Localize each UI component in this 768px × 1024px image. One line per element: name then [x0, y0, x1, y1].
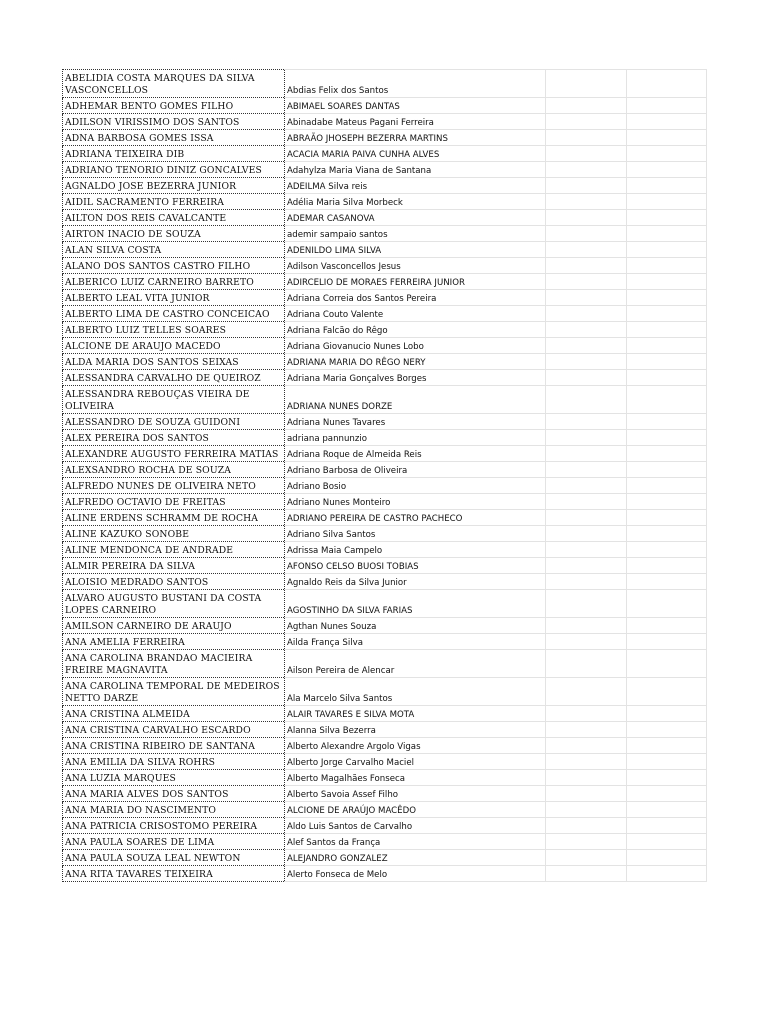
name-cell-column-a[interactable]: ALCIONE DE ARAUJO MACEDO [63, 338, 285, 354]
name-cell-column-a[interactable]: ANA LUZIA MARQUES [63, 770, 285, 786]
table-row [63, 634, 707, 650]
name-cell-column-b[interactable]: AFONSO CELSO BUOSI TOBIAS [285, 558, 546, 574]
empty-cell-column-c[interactable] [546, 590, 627, 618]
table-row [63, 306, 707, 322]
name-cell-column-b[interactable]: adriana pannunzio [285, 430, 546, 446]
name-cell-column-a[interactable]: ABELIDIA COSTA MARQUES DA SILVA VASCONCELLOS [63, 70, 285, 98]
table-row [63, 226, 707, 242]
table-row [63, 618, 707, 634]
table-row [63, 738, 707, 754]
empty-cell-column-c[interactable] [546, 258, 627, 274]
table-row [63, 290, 707, 306]
empty-cell-column-d[interactable] [627, 834, 707, 850]
name-cell-column-a[interactable]: ALBERTO LIMA DE CASTRO CONCEICAO [63, 306, 285, 322]
table-row [63, 242, 707, 258]
name-cell-column-a[interactable]: ALESSANDRO DE SOUZA GUIDONI [63, 414, 285, 430]
name-cell-column-a[interactable]: AIDIL SACRAMENTO FERREIRA [63, 194, 285, 210]
table-row [63, 722, 707, 738]
empty-cell-column-c[interactable] [546, 70, 627, 98]
name-cell-column-a[interactable]: ALAN SILVA COSTA [63, 242, 285, 258]
empty-cell-column-d[interactable] [627, 98, 707, 114]
empty-cell-column-c[interactable] [546, 706, 627, 722]
name-cell-column-a[interactable]: ALDA MARIA DOS SANTOS SEIXAS [63, 354, 285, 370]
empty-cell-column-c[interactable] [546, 462, 627, 478]
table-row [63, 510, 707, 526]
name-cell-column-a[interactable]: ALMIR PEREIRA DA SILVA [63, 558, 285, 574]
name-cell-column-b[interactable]: ALAIR TAVARES E SILVA MOTA [285, 706, 546, 722]
empty-cell-column-d[interactable] [627, 850, 707, 866]
empty-cell-column-d[interactable] [627, 574, 707, 590]
name-cell-column-b[interactable]: Alerto Fonseca de Melo [285, 866, 546, 882]
empty-cell-column-d[interactable] [627, 146, 707, 162]
empty-cell-column-d[interactable] [627, 618, 707, 634]
empty-cell-column-c[interactable] [546, 414, 627, 430]
name-cell-column-b[interactable]: ALEJANDRO GONZALEZ [285, 850, 546, 866]
empty-cell-column-d[interactable] [627, 258, 707, 274]
table-row [63, 678, 707, 706]
name-cell-column-b[interactable]: Adrissa Maia Campelo [285, 542, 546, 558]
name-cell-column-a[interactable]: ADRIANA TEIXEIRA DIB [63, 146, 285, 162]
name-cell-column-b[interactable]: ALCIONE DE ARAÚJO MACÊDO [285, 802, 546, 818]
table-row [63, 590, 707, 618]
table-row [63, 210, 707, 226]
name-cell-column-b[interactable]: Adriana Correia dos Santos Pereira [285, 290, 546, 306]
empty-cell-column-c[interactable] [546, 818, 627, 834]
name-cell-column-a[interactable]: ALEXSANDRO ROCHA DE SOUZA [63, 462, 285, 478]
empty-cell-column-d[interactable] [627, 462, 707, 478]
empty-cell-column-d[interactable] [627, 226, 707, 242]
empty-cell-column-d[interactable] [627, 706, 707, 722]
empty-cell-column-c[interactable] [546, 510, 627, 526]
empty-cell-column-d[interactable] [627, 494, 707, 510]
name-cell-column-a[interactable]: ANA MARIA DO NASCIMENTO [63, 802, 285, 818]
table-row [63, 258, 707, 274]
empty-cell-column-d[interactable] [627, 338, 707, 354]
table-row [63, 834, 707, 850]
empty-cell-column-d[interactable] [627, 322, 707, 338]
empty-cell-column-c[interactable] [546, 386, 627, 414]
table-row [63, 754, 707, 770]
name-cell-column-a[interactable]: ANA EMILIA DA SILVA ROHRS [63, 754, 285, 770]
name-cell-column-a[interactable]: ALEX PEREIRA DOS SANTOS [63, 430, 285, 446]
empty-cell-column-d[interactable] [627, 354, 707, 370]
table-row [63, 338, 707, 354]
empty-cell-column-c[interactable] [546, 494, 627, 510]
table-row [63, 98, 707, 114]
empty-cell-column-c[interactable] [546, 542, 627, 558]
empty-cell-column-d[interactable] [627, 430, 707, 446]
empty-cell-column-d[interactable] [627, 590, 707, 618]
name-cell-column-a[interactable]: ADNA BARBOSA GOMES ISSA [63, 130, 285, 146]
table-row [63, 650, 707, 678]
name-cell-column-a[interactable]: ANA CAROLINA TEMPORAL DE MEDEIROS NETTO DARZE [63, 678, 285, 706]
empty-cell-column-d[interactable] [627, 510, 707, 526]
table-row [63, 446, 707, 462]
names-table [62, 69, 707, 882]
name-cell-column-a[interactable]: AIRTON INACIO DE SOUZA [63, 226, 285, 242]
empty-cell-column-d[interactable] [627, 818, 707, 834]
empty-cell-column-c[interactable] [546, 210, 627, 226]
empty-cell-column-c[interactable] [546, 618, 627, 634]
empty-cell-column-c[interactable] [546, 130, 627, 146]
name-cell-column-a[interactable]: ANA PATRICIA CRISOSTOMO PEREIRA [63, 818, 285, 834]
empty-cell-column-d[interactable] [627, 414, 707, 430]
empty-cell-column-d[interactable] [627, 162, 707, 178]
name-cell-column-a[interactable]: ALANO DOS SANTOS CASTRO FILHO [63, 258, 285, 274]
empty-cell-column-c[interactable] [546, 678, 627, 706]
empty-cell-column-d[interactable] [627, 678, 707, 706]
name-cell-column-b[interactable]: ADIRCELIO DE MORAES FERREIRA JUNIOR [285, 274, 546, 290]
name-cell-column-b[interactable]: ACACIA MARIA PAIVA CUNHA ALVES [285, 146, 546, 162]
table-row [63, 478, 707, 494]
name-cell-column-b[interactable]: Adélia Maria Silva Morbeck [285, 194, 546, 210]
name-cell-column-a[interactable]: ALOISIO MEDRADO SANTOS [63, 574, 285, 590]
empty-cell-column-c[interactable] [546, 722, 627, 738]
name-cell-column-a[interactable]: ALBERTO LUIZ TELLES SOARES [63, 322, 285, 338]
empty-cell-column-d[interactable] [627, 558, 707, 574]
empty-cell-column-c[interactable] [546, 866, 627, 882]
name-cell-column-b[interactable]: ADRIANA MARIA DO RÊGO NERY [285, 354, 546, 370]
table-row [63, 178, 707, 194]
empty-cell-column-d[interactable] [627, 478, 707, 494]
table-row [63, 70, 707, 98]
name-cell-column-b[interactable]: Ailson Pereira de Alencar [285, 650, 546, 678]
table-row [63, 414, 707, 430]
table-row [63, 194, 707, 210]
name-cell-column-a[interactable]: ADHEMAR BENTO GOMES FILHO [63, 98, 285, 114]
empty-cell-column-d[interactable] [627, 370, 707, 386]
table-row [63, 526, 707, 542]
name-cell-column-b[interactable]: Adilson Vasconcellos Jesus [285, 258, 546, 274]
empty-cell-column-d[interactable] [627, 114, 707, 130]
table-row [63, 162, 707, 178]
name-cell-column-a[interactable]: ANA CAROLINA BRANDAO MACIEIRA FREIRE MAGNAVITA [63, 650, 285, 678]
empty-cell-column-c[interactable] [546, 526, 627, 542]
name-cell-column-a[interactable]: ADILSON VIRISSIMO DOS SANTOS [63, 114, 285, 130]
name-cell-column-b[interactable]: ADEMAR CASANOVA [285, 210, 546, 226]
name-cell-column-a[interactable]: ADRIANO TENORIO DINIZ GONCALVES [63, 162, 285, 178]
empty-cell-column-c[interactable] [546, 274, 627, 290]
table-row [63, 146, 707, 162]
name-cell-column-a[interactable]: ALBERICO LUIZ CARNEIRO BARRETO [63, 274, 285, 290]
empty-cell-column-c[interactable] [546, 338, 627, 354]
empty-cell-column-c[interactable] [546, 786, 627, 802]
name-cell-column-b[interactable]: Adriana Couto Valente [285, 306, 546, 322]
name-cell-column-a[interactable]: ANA CRISTINA RIBEIRO DE SANTANA [63, 738, 285, 754]
empty-cell-column-c[interactable] [546, 446, 627, 462]
name-cell-column-a[interactable]: ANA CRISTINA ALMEIDA [63, 706, 285, 722]
table-row [63, 558, 707, 574]
name-cell-column-b[interactable]: Adriana Roque de Almeida Reis [285, 446, 546, 462]
empty-cell-column-c[interactable] [546, 574, 627, 590]
name-cell-column-a[interactable]: ANA RITA TAVARES TEIXEIRA [63, 866, 285, 882]
empty-cell-column-d[interactable] [627, 722, 707, 738]
empty-cell-column-c[interactable] [546, 634, 627, 650]
name-cell-column-b[interactable]: Abdias Felix dos Santos [285, 70, 546, 98]
name-cell-column-b[interactable]: Adriana Falcão do Rêgo [285, 322, 546, 338]
empty-cell-column-c[interactable] [546, 834, 627, 850]
table-row [63, 802, 707, 818]
empty-cell-column-d[interactable] [627, 866, 707, 882]
empty-cell-column-c[interactable] [546, 306, 627, 322]
name-cell-column-b[interactable]: Aldo Luis Santos de Carvalho [285, 818, 546, 834]
empty-cell-column-c[interactable] [546, 162, 627, 178]
empty-cell-column-d[interactable] [627, 650, 707, 678]
name-cell-column-b[interactable]: AGOSTINHO DA SILVA FARIAS [285, 590, 546, 618]
name-cell-column-a[interactable]: ALESSANDRA CARVALHO DE QUEIROZ [63, 370, 285, 386]
empty-cell-column-c[interactable] [546, 178, 627, 194]
table-row [63, 786, 707, 802]
empty-cell-column-c[interactable] [546, 802, 627, 818]
name-cell-column-b[interactable]: ABIMAEL SOARES DANTAS [285, 98, 546, 114]
name-cell-column-a[interactable]: ALINE ERDENS SCHRAMM DE ROCHA [63, 510, 285, 526]
name-cell-column-b[interactable]: Adahylza Maria Viana de Santana [285, 162, 546, 178]
table-row [63, 818, 707, 834]
name-cell-column-b[interactable]: Alberto Jorge Carvalho Maciel [285, 754, 546, 770]
empty-cell-column-c[interactable] [546, 738, 627, 754]
name-cell-column-a[interactable]: ALFREDO NUNES DE OLIVEIRA NETO [63, 478, 285, 494]
empty-cell-column-d[interactable] [627, 70, 707, 98]
table-row [63, 370, 707, 386]
name-cell-column-a[interactable]: ALINE MENDONCA DE ANDRADE [63, 542, 285, 558]
table-row [63, 386, 707, 414]
names-table-body [63, 70, 707, 882]
name-cell-column-b[interactable]: Abinadabe Mateus Pagani Ferreira [285, 114, 546, 130]
spreadsheet-sheet [62, 69, 706, 882]
name-cell-column-a[interactable]: ANA PAULA SOUZA LEAL NEWTON [63, 850, 285, 866]
empty-cell-column-c[interactable] [546, 754, 627, 770]
name-cell-column-b[interactable]: Adriana Maria Gonçalves Borges [285, 370, 546, 386]
table-row [63, 114, 707, 130]
table-row [63, 130, 707, 146]
empty-cell-column-d[interactable] [627, 274, 707, 290]
table-row [63, 574, 707, 590]
name-cell-column-a[interactable]: ALBERTO LEAL VITA JUNIOR [63, 290, 285, 306]
name-cell-column-b[interactable]: ADRIANO PEREIRA DE CASTRO PACHECO [285, 510, 546, 526]
empty-cell-column-c[interactable] [546, 650, 627, 678]
empty-cell-column-c[interactable] [546, 98, 627, 114]
empty-cell-column-c[interactable] [546, 430, 627, 446]
table-row [63, 866, 707, 882]
empty-cell-column-c[interactable] [546, 370, 627, 386]
name-cell-column-b[interactable]: Agnaldo Reis da Silva Junior [285, 574, 546, 590]
name-cell-column-b[interactable]: Adriana Giovanucio Nunes Lobo [285, 338, 546, 354]
name-cell-column-b[interactable]: Alberto Magalhães Fonseca [285, 770, 546, 786]
empty-cell-column-d[interactable] [627, 786, 707, 802]
table-row [63, 462, 707, 478]
name-cell-column-b[interactable]: Adriano Nunes Monteiro [285, 494, 546, 510]
empty-cell-column-d[interactable] [627, 306, 707, 322]
name-cell-column-b[interactable]: Alberto Alexandre Argolo Vigas [285, 738, 546, 754]
name-cell-column-a[interactable]: ANA AMELIA FERREIRA [63, 634, 285, 650]
table-row [63, 850, 707, 866]
name-cell-column-a[interactable]: ALEXANDRE AUGUSTO FERREIRA MATIAS [63, 446, 285, 462]
table-row [63, 494, 707, 510]
name-cell-column-b[interactable]: Adriano Silva Santos [285, 526, 546, 542]
empty-cell-column-d[interactable] [627, 242, 707, 258]
empty-cell-column-c[interactable] [546, 478, 627, 494]
name-cell-column-b[interactable]: Ala Marcelo Silva Santos [285, 678, 546, 706]
name-cell-column-b[interactable]: Ailda França Silva [285, 634, 546, 650]
empty-cell-column-d[interactable] [627, 754, 707, 770]
empty-cell-column-d[interactable] [627, 634, 707, 650]
empty-cell-column-c[interactable] [546, 146, 627, 162]
table-row [63, 706, 707, 722]
empty-cell-column-d[interactable] [627, 802, 707, 818]
table-row [63, 354, 707, 370]
empty-cell-column-c[interactable] [546, 114, 627, 130]
name-cell-column-b[interactable]: Alef Santos da França [285, 834, 546, 850]
empty-cell-column-d[interactable] [627, 526, 707, 542]
name-cell-column-a[interactable]: ALESSANDRA REBOUÇAS VIEIRA DE OLIVEIRA [63, 386, 285, 414]
table-row [63, 542, 707, 558]
name-cell-column-b[interactable]: Alanna Silva Bezerra [285, 722, 546, 738]
empty-cell-column-d[interactable] [627, 542, 707, 558]
name-cell-column-b[interactable]: ABRAÃO JHOSEPH BEZERRA MARTINS [285, 130, 546, 146]
name-cell-column-b[interactable]: Adriano Barbosa de Oliveira [285, 462, 546, 478]
name-cell-column-a[interactable]: ANA MARIA ALVES DOS SANTOS [63, 786, 285, 802]
name-cell-column-b[interactable]: Agthan Nunes Souza [285, 618, 546, 634]
empty-cell-column-c[interactable] [546, 850, 627, 866]
empty-cell-column-c[interactable] [546, 290, 627, 306]
empty-cell-column-c[interactable] [546, 194, 627, 210]
name-cell-column-b[interactable]: ademir sampaio santos [285, 226, 546, 242]
empty-cell-column-d[interactable] [627, 210, 707, 226]
table-row [63, 430, 707, 446]
empty-cell-column-d[interactable] [627, 194, 707, 210]
table-row [63, 770, 707, 786]
name-cell-column-a[interactable]: ALVARO AUGUSTO BUSTANI DA COSTA LOPES CARNEIRO [63, 590, 285, 618]
name-cell-column-a[interactable]: ALFREDO OCTAVIO DE FREITAS [63, 494, 285, 510]
name-cell-column-a[interactable]: AMILSON CARNEIRO DE ARAUJO [63, 618, 285, 634]
name-cell-column-a[interactable]: AILTON DOS REIS CAVALCANTE [63, 210, 285, 226]
table-row [63, 322, 707, 338]
empty-cell-column-c[interactable] [546, 242, 627, 258]
name-cell-column-b[interactable]: Adriana Nunes Tavares [285, 414, 546, 430]
empty-cell-column-c[interactable] [546, 226, 627, 242]
name-cell-column-a[interactable]: ANA PAULA SOARES DE LIMA [63, 834, 285, 850]
empty-cell-column-d[interactable] [627, 130, 707, 146]
name-cell-column-a[interactable]: ANA CRISTINA CARVALHO ESCARDO [63, 722, 285, 738]
name-cell-column-b[interactable]: Alberto Savoia Assef Filho [285, 786, 546, 802]
empty-cell-column-c[interactable] [546, 558, 627, 574]
empty-cell-column-d[interactable] [627, 446, 707, 462]
name-cell-column-a[interactable]: AGNALDO JOSE BEZERRA JUNIOR [63, 178, 285, 194]
name-cell-column-b[interactable]: Adriano Bosio [285, 478, 546, 494]
name-cell-column-b[interactable]: ADENILDO LIMA SILVA [285, 242, 546, 258]
empty-cell-column-d[interactable] [627, 386, 707, 414]
empty-cell-column-c[interactable] [546, 322, 627, 338]
empty-cell-column-d[interactable] [627, 178, 707, 194]
name-cell-column-a[interactable]: ALINE KAZUKO SONOBE [63, 526, 285, 542]
empty-cell-column-c[interactable] [546, 770, 627, 786]
name-cell-column-b[interactable]: ADEILMA Silva reis [285, 178, 546, 194]
empty-cell-column-d[interactable] [627, 770, 707, 786]
table-row [63, 274, 707, 290]
empty-cell-column-d[interactable] [627, 738, 707, 754]
name-cell-column-b[interactable]: ADRIANA NUNES DORZE [285, 386, 546, 414]
empty-cell-column-c[interactable] [546, 354, 627, 370]
empty-cell-column-d[interactable] [627, 290, 707, 306]
